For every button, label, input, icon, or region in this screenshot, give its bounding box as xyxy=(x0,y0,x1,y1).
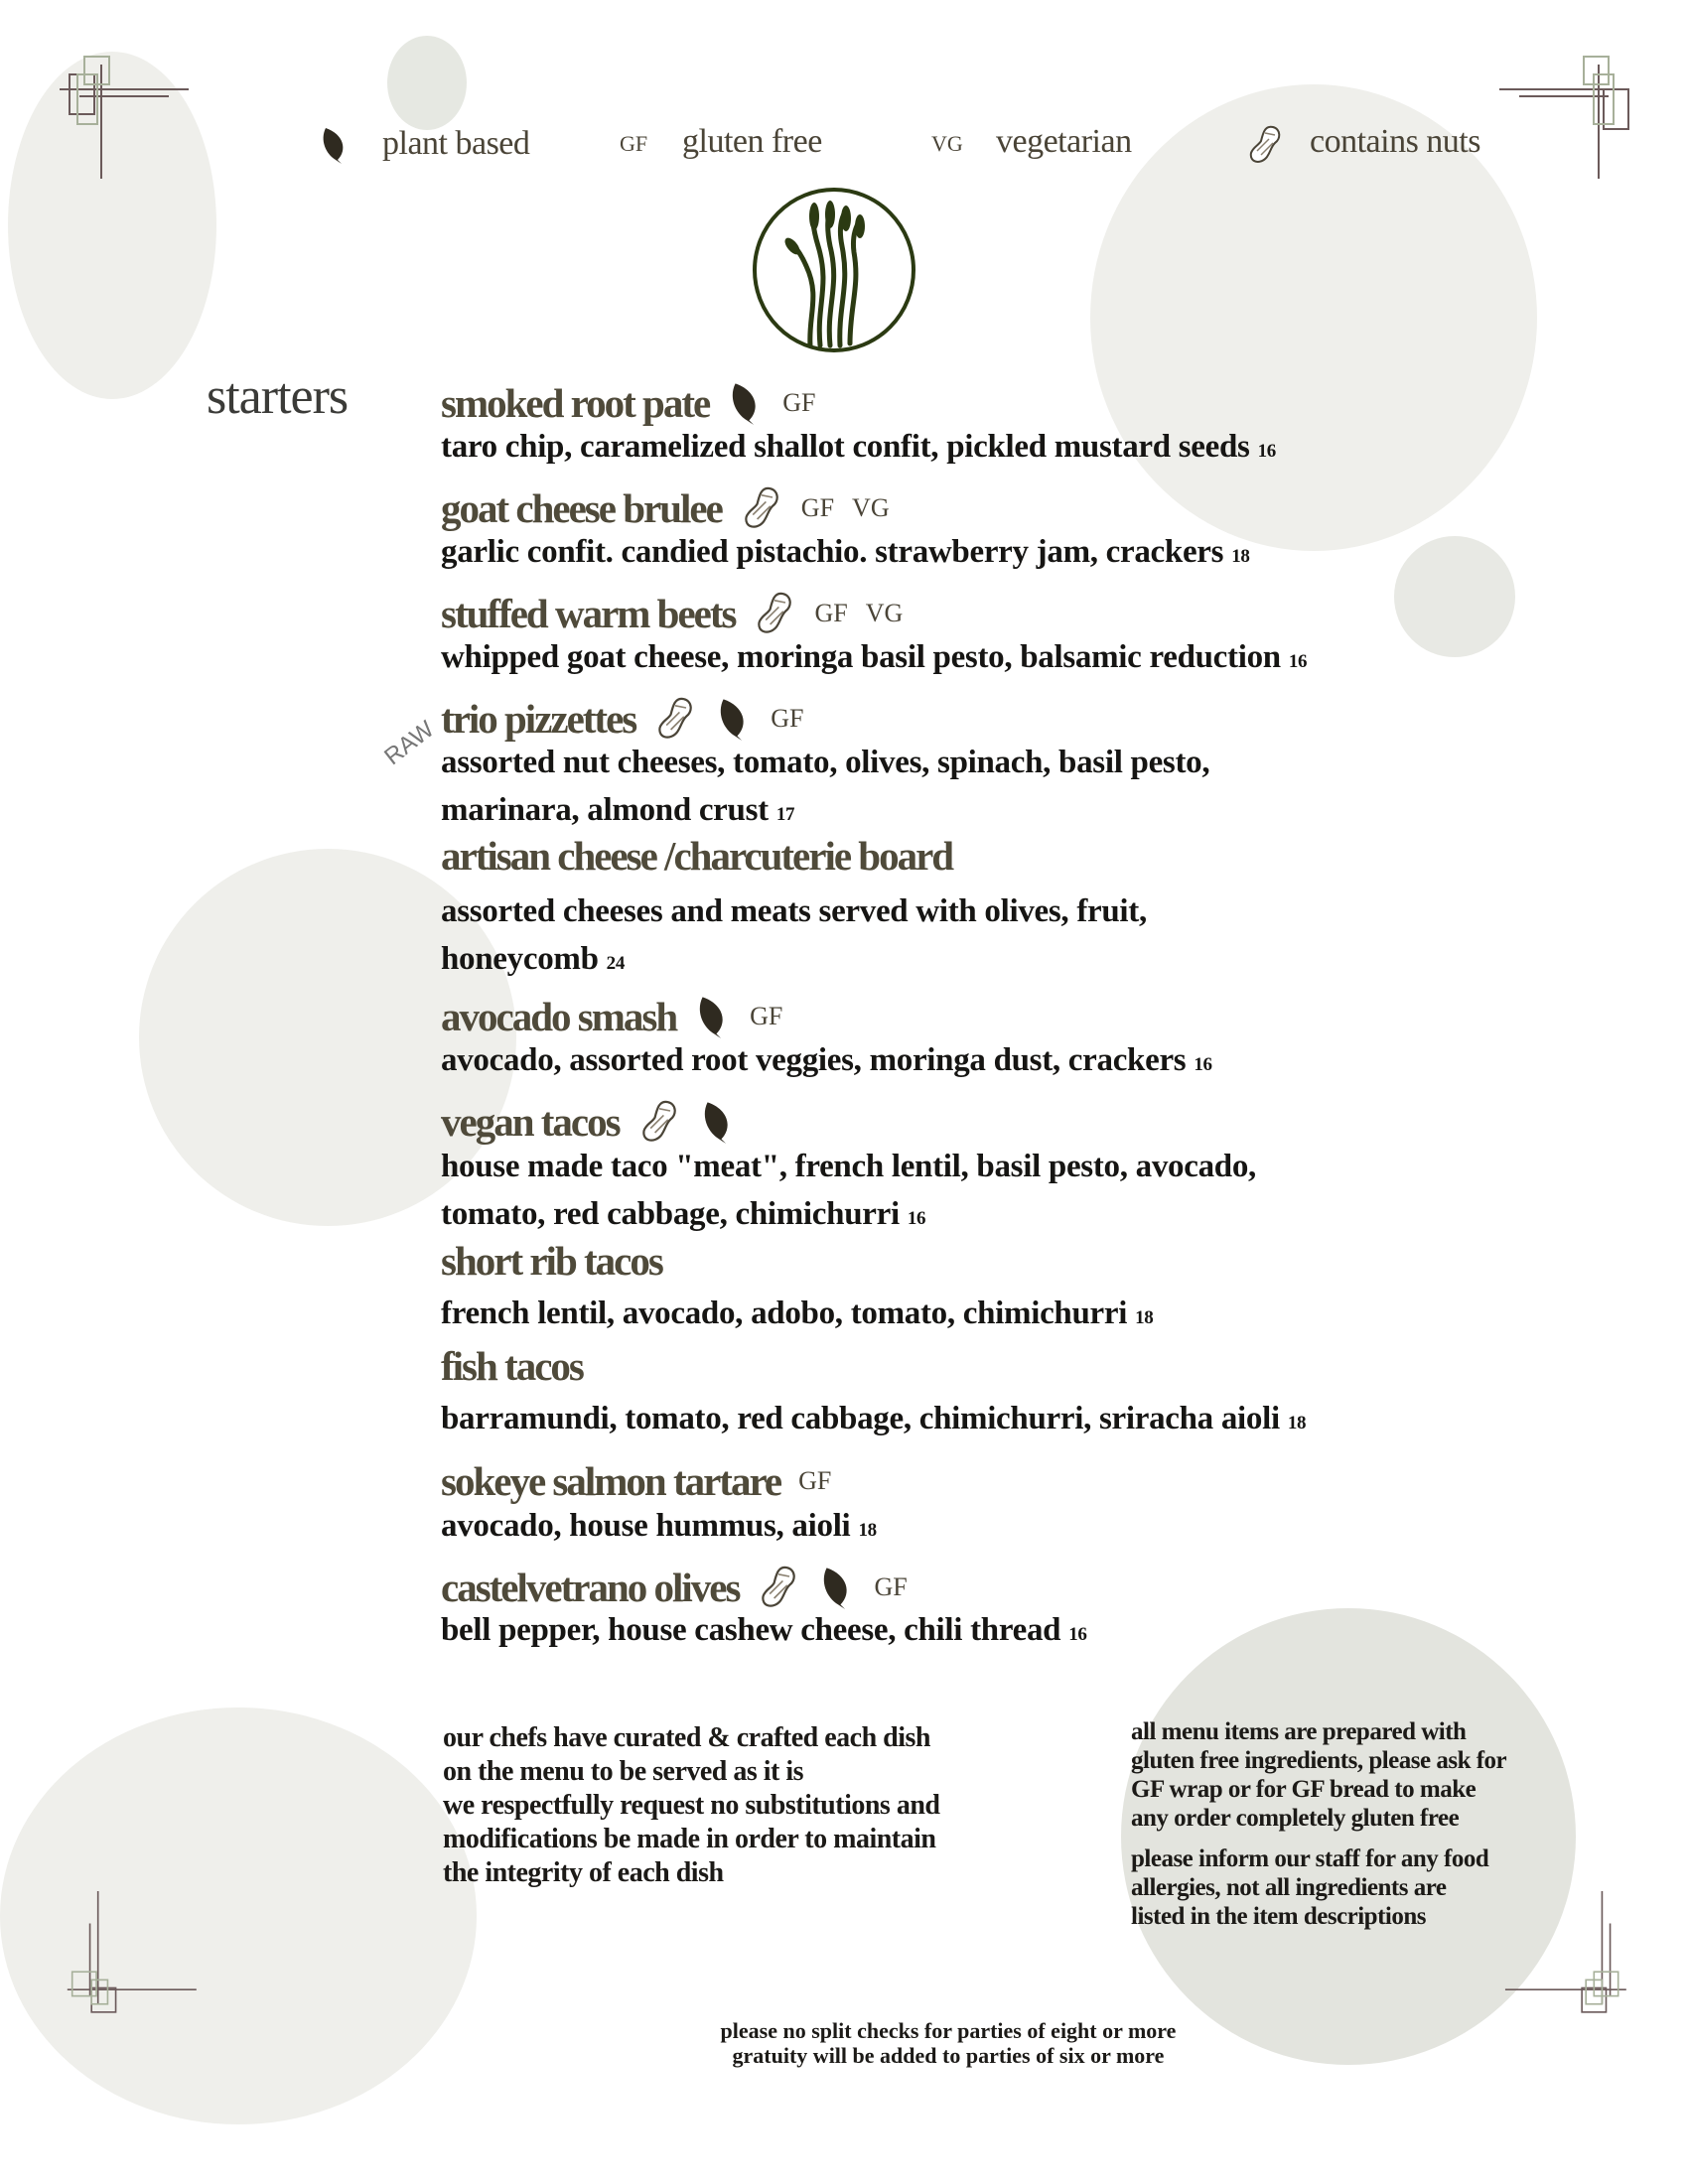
leaf-icon xyxy=(727,381,765,425)
gf-note-line: GF wrap or for GF bread to make xyxy=(1131,1776,1477,1803)
menu-item-name xyxy=(441,1457,831,1505)
gf-badge: GF xyxy=(814,599,848,627)
menu-item-description xyxy=(441,1149,1256,1185)
footer-line: gratuity will be added to parties of six or more xyxy=(732,2043,1165,2068)
item-name-text: stuffed warm beets xyxy=(441,591,736,636)
peanut-icon xyxy=(753,592,796,635)
menu-item-name xyxy=(441,832,952,880)
vg-badge: VG xyxy=(865,599,904,627)
menu-item-description xyxy=(441,639,1307,676)
description-text: taro chip, caramelized shallot confit, pickled mustard seeds xyxy=(441,429,1250,465)
description-text: assorted nut cheeses, tomato, olives, spinach, basil pesto, xyxy=(441,745,1210,780)
legend-gf-code: GF xyxy=(620,131,648,156)
peanut-icon xyxy=(637,1100,681,1144)
item-name-text: trio pizzettes xyxy=(441,696,636,742)
chef-note-line: we respectfully request no substitutions and xyxy=(443,1790,940,1821)
item-price: 16 xyxy=(1068,1624,1087,1645)
allergy-note-line: listed in the item descriptions xyxy=(1131,1903,1426,1930)
item-price: 18 xyxy=(858,1520,877,1541)
menu-item-description xyxy=(441,1508,877,1545)
description-text: avocado, assorted root veggies, moringa dust, crackers xyxy=(441,1042,1187,1078)
item-price: 18 xyxy=(1135,1307,1154,1328)
corner-ornament-bottom-left xyxy=(50,1891,238,2020)
item-price: 24 xyxy=(606,953,626,974)
gf-badge: GF xyxy=(782,388,816,417)
footer-policy xyxy=(601,2018,1296,2068)
allergy-note-line: please inform our staff for any food xyxy=(1131,1845,1489,1872)
peanut-icon xyxy=(1247,125,1283,165)
allergy-note xyxy=(1131,1844,1488,1931)
vg-badge: VG xyxy=(852,493,890,522)
allergy-note-line: allergies, not all ingredients are xyxy=(1131,1874,1447,1901)
leaf-icon xyxy=(320,126,350,164)
corner-ornament-top-right xyxy=(1499,55,1688,184)
menu-item-name xyxy=(441,1098,737,1146)
decor-circle xyxy=(1394,536,1515,657)
chef-note-line: modifications be made in order to maintain xyxy=(443,1824,936,1854)
chef-note xyxy=(443,1721,939,1890)
description-text: barramundi, tomato, red cabbage, chimichurri, sriracha aioli xyxy=(441,1401,1280,1436)
item-name-text: castelvetrano olives xyxy=(441,1565,740,1610)
menu-item-description xyxy=(441,534,1250,571)
menu-item-description xyxy=(441,941,625,978)
item-name-text: avocado smash xyxy=(441,994,677,1039)
menu-item-description xyxy=(441,745,1209,781)
decor-circle xyxy=(387,36,467,130)
description-text: assorted cheeses and meats served with olives, fruit, xyxy=(441,893,1147,929)
gf-badge: GF xyxy=(798,1466,832,1495)
legend-vegetarian: vegetarian xyxy=(996,123,1132,160)
item-price: 18 xyxy=(1287,1413,1307,1433)
gf-note-line: all menu items are prepared with xyxy=(1131,1718,1467,1745)
menu-item-name xyxy=(441,379,815,427)
description-text: avocado, house hummus, aioli xyxy=(441,1508,851,1544)
menu-item-description xyxy=(441,792,794,829)
section-title-starters: starters xyxy=(207,368,349,425)
menu-item-name xyxy=(441,695,804,743)
gf-badge: GF xyxy=(750,1002,783,1030)
item-name-text: vegan tacos xyxy=(441,1099,620,1145)
legend-plant-based: plant based xyxy=(382,125,530,162)
corner-ornament-top-left xyxy=(60,55,248,184)
legend-gluten-free: gluten free xyxy=(682,123,822,160)
item-name-text: smoked root pate xyxy=(441,380,710,426)
legend-vg-code: VG xyxy=(931,131,963,156)
menu-item-name xyxy=(441,1237,662,1285)
leaf-icon xyxy=(694,995,732,1038)
corner-ornament-bottom-right xyxy=(1479,1891,1668,2020)
gluten-free-note xyxy=(1131,1717,1506,1833)
description-text: tomato, red cabbage, chimichurri xyxy=(441,1196,900,1232)
item-price: 17 xyxy=(775,804,795,825)
menu-item-name xyxy=(441,590,903,637)
item-name-text: short rib tacos xyxy=(441,1238,662,1284)
description-text: house made taco "meat", french lentil, basil pesto, avocado, xyxy=(441,1149,1256,1184)
menu-item-name xyxy=(441,1342,583,1390)
menu-item-name xyxy=(441,1564,908,1611)
peanut-icon xyxy=(757,1566,800,1609)
menu-item-description xyxy=(441,893,1147,930)
gf-badge: GF xyxy=(800,493,835,522)
leaf-icon xyxy=(715,697,753,741)
menu-item-description xyxy=(441,1296,1154,1332)
description-text: honeycomb xyxy=(441,941,599,977)
menu-item-description xyxy=(441,1196,925,1233)
description-text: bell pepper, house cashew cheese, chili thread xyxy=(441,1612,1061,1648)
chef-note-line: the integrity of each dish xyxy=(443,1857,724,1888)
item-price: 16 xyxy=(907,1208,926,1229)
item-name-text: sokeye salmon tartare xyxy=(441,1458,781,1504)
gf-note-line: gluten free ingredients, please ask for xyxy=(1131,1747,1507,1774)
item-price: 18 xyxy=(1231,546,1250,567)
footer-line: please no split checks for parties of eight or more xyxy=(720,2018,1177,2043)
description-text: garlic confit. candied pistachio. strawberry jam, crackers xyxy=(441,534,1224,570)
chef-note-line: our chefs have curated & crafted each dish xyxy=(443,1722,930,1753)
chef-note-line: on the menu to be served as it is xyxy=(443,1756,804,1787)
item-price: 16 xyxy=(1194,1054,1212,1075)
menu-item-description xyxy=(441,1612,1087,1649)
menu-item-description xyxy=(441,1042,1212,1079)
description-text: whipped goat cheese, moringa basil pesto, balsamic reduction xyxy=(441,639,1281,675)
item-price: 16 xyxy=(1257,441,1276,462)
leaf-icon xyxy=(818,1566,856,1609)
item-name-text: goat cheese brulee xyxy=(441,485,722,531)
item-name-text: fish tacos xyxy=(441,1343,583,1389)
raw-label: RAW xyxy=(379,716,440,771)
peanut-icon xyxy=(653,697,697,741)
peanut-icon xyxy=(740,486,783,530)
menu-item-name xyxy=(441,484,890,532)
description-text: marinara, almond crust xyxy=(441,792,769,828)
restaurant-logo xyxy=(751,187,917,353)
menu-item-name xyxy=(441,993,782,1040)
gf-badge: GF xyxy=(771,704,804,733)
item-price: 16 xyxy=(1288,651,1308,672)
menu-item-description xyxy=(441,1401,1306,1437)
gf-badge: GF xyxy=(874,1572,908,1601)
description-text: french lentil, avocado, adobo, tomato, chimichurri xyxy=(441,1296,1128,1331)
item-name-text: artisan cheese /charcuterie board xyxy=(441,833,953,879)
menu-item-description xyxy=(441,429,1276,466)
leaf-icon xyxy=(699,1100,737,1144)
legend-contains-nuts: contains nuts xyxy=(1310,123,1480,160)
gf-note-line: any order completely gluten free xyxy=(1131,1805,1460,1832)
